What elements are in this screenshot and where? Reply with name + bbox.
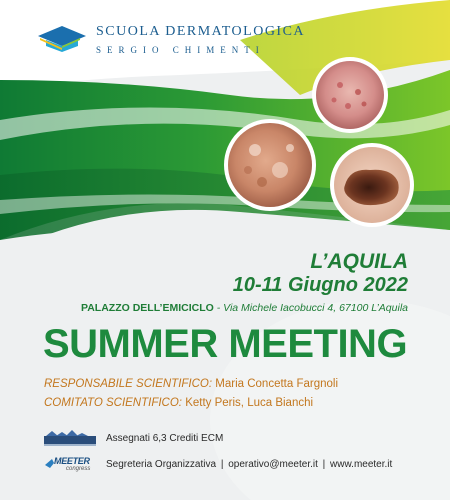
comitato-names: Ketty Peris, Luca Bianchi	[185, 397, 314, 409]
event-headline: SUMMER MEETING	[42, 322, 408, 366]
meeter-logo	[44, 456, 96, 474]
graduation-cap-icon	[36, 24, 88, 54]
separator-2: |	[322, 459, 326, 470]
meeter-logo-text: MEETER	[54, 456, 90, 466]
skin-lesion-image-3	[330, 143, 414, 227]
logo-title: SCUOLA DERMATOLOGICA	[96, 24, 306, 39]
event-city: L’AQUILA	[310, 250, 408, 273]
responsabile-label: RESPONSABILE SCIENTIFICO:	[44, 378, 213, 390]
venue-name: PALAZZO DELL’EMICICLO	[81, 302, 214, 314]
event-venue	[81, 302, 408, 314]
school-logo	[36, 20, 306, 60]
skin-lesion-image-2	[312, 57, 388, 133]
responsabile-name: Maria Concetta Fargnoli	[215, 378, 339, 390]
ecm-credits-text: Assegnati 6,3 Crediti ECM	[106, 433, 224, 444]
logo-subtitle: SERGIO CHIMENTI	[96, 45, 265, 55]
skin-lesion-image-1	[224, 119, 316, 211]
separator-1: |	[220, 459, 224, 470]
comitato-label: COMITATO SCIENTIFICO:	[44, 397, 182, 409]
responsabile-line	[44, 378, 338, 390]
venue-address: - Via Michele Iacobucci 4, 67100 L’Aquila	[213, 302, 408, 314]
comitato-line	[44, 397, 313, 409]
website-link[interactable]: www.meeter.it	[330, 459, 393, 470]
event-date: 10-11 Giugno 2022	[232, 274, 408, 296]
ecm-logo-icon	[44, 430, 96, 448]
organizer-text	[106, 459, 392, 470]
meeter-logo-sub: congress	[66, 466, 91, 472]
email-link[interactable]: operativo@meeter.it	[228, 459, 318, 470]
segreteria-label: Segreteria Organizzativa	[106, 459, 217, 470]
